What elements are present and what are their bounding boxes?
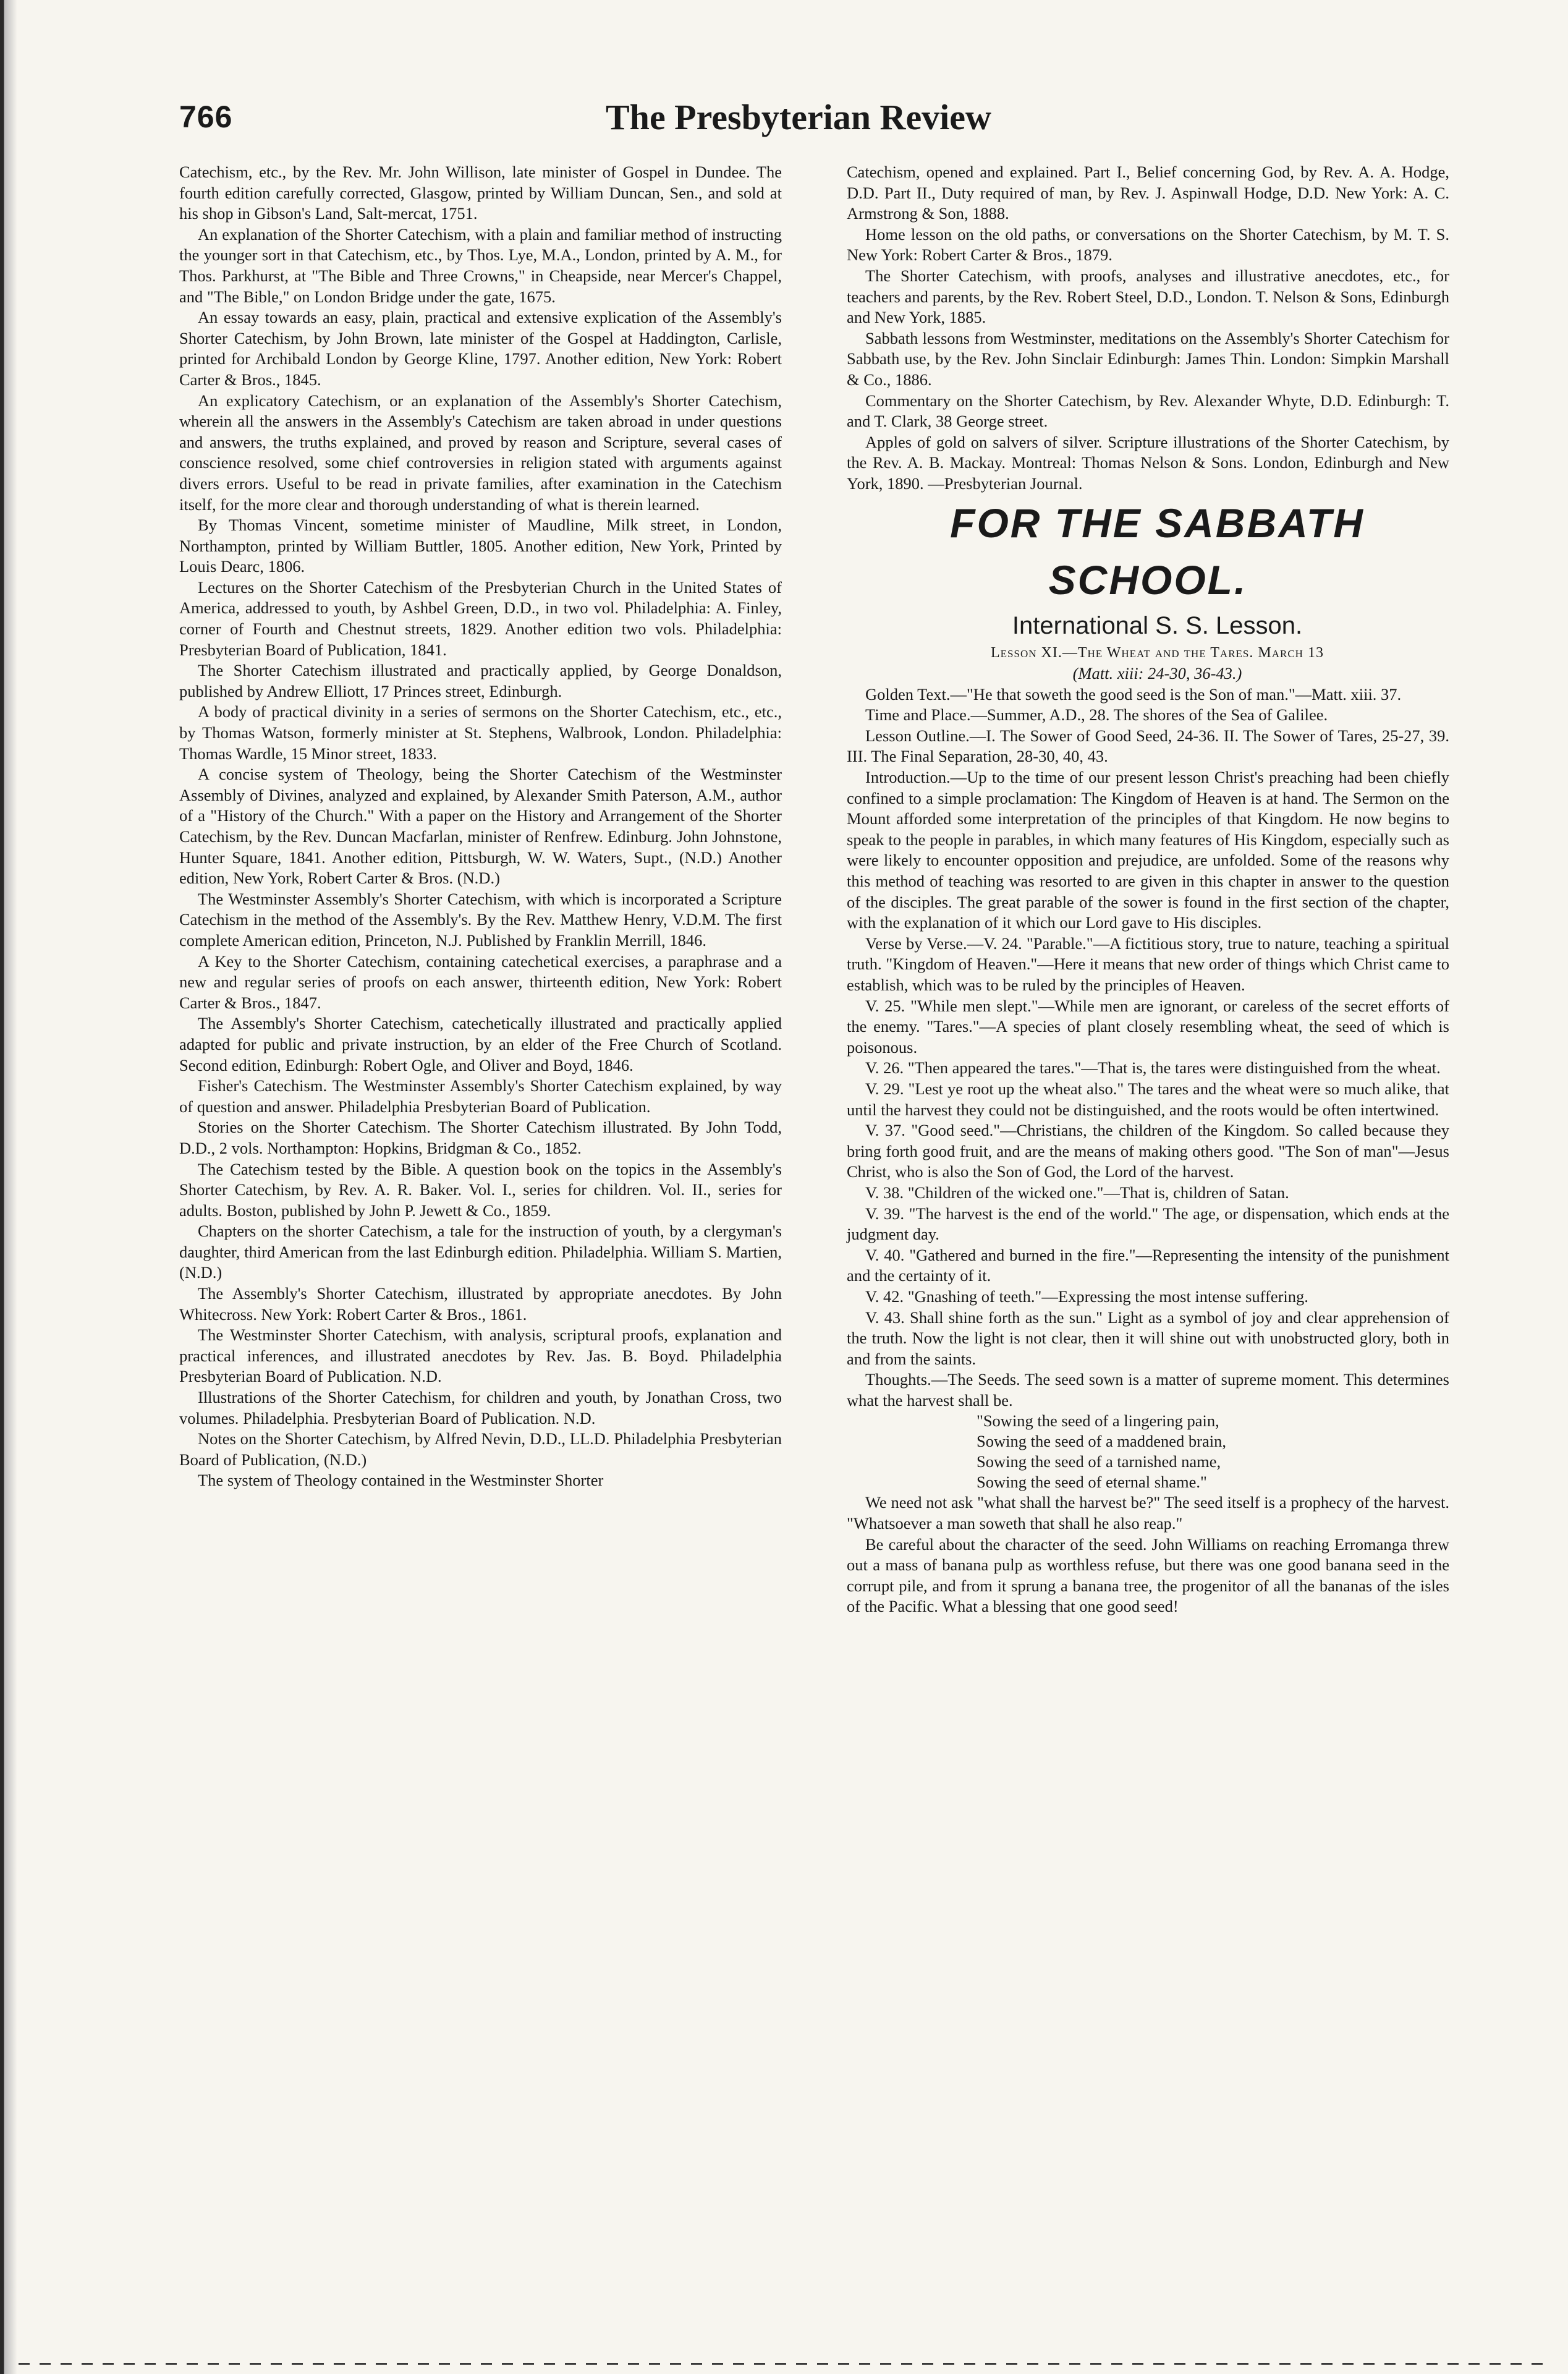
- poem-line: Sowing the seed of a maddened brain,: [977, 1432, 1227, 1451]
- paragraph: Catechism, etc., by the Rev. Mr. John Willison, late minister of Gospel in Dundee. The fourth edition carefully corrected, Glasgow, printed by William Duncan, Sen., and sold at his shop in Gibson's Land, Salt-mercat, 1751.: [179, 163, 782, 223]
- section-heading: FOR THE SABBATH SCHOOL.: [950, 500, 1365, 603]
- paragraph: V. 25. "While men slept."—While men are ignorant, or careless of the secret efforts of the enemy. "Tares."—A species of plant closely resembling wheat, the seed of which is poisonous.: [847, 996, 1449, 1057]
- paragraph: An explicatory Catechism, or an explanation of the Assembly's Shorter Catechism, wherein all the answers in the Assembly's Catechism are taken abroad in under questions and answers, the truths explained, and proved by reason and Scripture, several cases of conscience resolved, some chief controversies in religion stated with arguments against divers errors. Useful to be read in private families, after examination in the Catechism itself, for the more clear and thorough understanding of what is therein learned.: [179, 391, 782, 514]
- page-header: [179, 99, 1434, 148]
- paragraph: A concise system of Theology, being the Shorter Catechism of the Westminster Assembly of Divines, analyzed and explained, by Alexander Smith Paterson, A.M., author of a "History of the Church." With a paper on the History and Arrangement of the Shorter Catechism, by the Rev. Duncan Macfarlan, minister of Renfrew. Edinburg. John Johnstone, Hunter Square, 1841. Another edition, Pittsburgh, W. W. Waters, Supt., (N.D.) Another edition, New York, Robert Carter & Bros. (N.D.): [179, 765, 782, 888]
- scan-binding-edge: [0, 0, 17, 2374]
- paragraph: V. 37. "Good seed."—Christians, the children of the Kingdom. So called because they bring forth good fruit, and are the means of making others good. "The Son of man"—Jesus Christ, who is also the Son of God, the Lord of the harvest.: [847, 1121, 1449, 1181]
- paragraph: Be careful about the character of the seed. John Williams on reaching Erromanga threw out a mass of banana pulp as worthless refuse, but there was one good banana seed in the corrupt pile, and from it sprung a banana tree, the progenitor of all the bananas of the isles of the Pacific. What a blessing that one good seed!: [847, 1534, 1449, 1616]
- poem-quote: [977, 1411, 1449, 1492]
- right-column-intro: [847, 162, 1449, 495]
- paragraph: Illustrations of the Shorter Catechism, for children and youth, by Jonathan Cross, two volumes. Philadelphia. Presbyterian Board of Publication. N.D.: [179, 1388, 782, 1427]
- paragraph: Apples of gold on salvers of silver. Scripture illustrations of the Shorter Catechism, by the Rev. A. B. Mackay. Montreal: Thomas Nelson & Sons. London, Edinburgh and New York, 1890. —Presbyterian Journal.: [847, 432, 1449, 493]
- paragraph: The system of Theology contained in the Westminster Shorter: [198, 1471, 604, 1490]
- paragraph: Sabbath lessons from Westminster, meditations on the Assembly's Shorter Catechism for Sabbath use, by the Rev. John Sinclair Edinburgh: James Thin. London: Simpkin Marshall & Co., 1886.: [847, 328, 1449, 389]
- lesson-body: [847, 684, 1449, 1411]
- paragraph: Time and Place.—Summer, A.D., 28. The shores of the Sea of Galilee.: [865, 705, 1328, 725]
- paragraph: V. 43. Shall shine forth as the sun." Light as a symbol of joy and clear apprehension of the truth. Now the light is not clear, then it will shine out with unobstructed glory, both in and from the saints.: [847, 1308, 1449, 1368]
- scripture-reference: (Matt. xiii: 24-30, 36-43.): [1072, 664, 1242, 683]
- running-title: The Presbyterian Review: [606, 97, 991, 137]
- paragraph: Lesson Outline.—I. The Sower of Good Seed, 24-36. II. The Sower of Tares, 25-27, 39. III. The Final Separation, 28-30, 40, 43.: [847, 726, 1449, 766]
- paragraph: A body of practical divinity in a series of sermons on the Shorter Catechism, etc., etc., by Thomas Watson, formerly minister at St. Stephens, Walbrook, London. Philadelphia: Thomas Wardle, 15 Minor street, 1833.: [179, 702, 782, 763]
- paragraph: The Assembly's Shorter Catechism, illustrated by appropriate anecdotes. By John Whitecross. New York: Robert Carter & Bros., 1861.: [179, 1284, 782, 1324]
- paragraph: Stories on the Shorter Catechism. The Shorter Catechism illustrated. By John Todd, D.D., 2 vols. Northampton: Hopkins, Bridgman & Co., 1852.: [179, 1118, 782, 1157]
- lesson-subheading: International S. S. Lesson.: [1012, 611, 1303, 639]
- paragraph: An essay towards an easy, plain, practical and extensive explication of the Assembly's Shorter Catechism, by John Brown, late minister of the Gospel at Haddington, Carlisle, printed for Archibald London by George Kline, 1797. Another edition, New York: Robert Carter & Bros., 1845.: [179, 308, 782, 389]
- scan-bottom-edge: [19, 2363, 1551, 2365]
- paragraph: Verse by Verse.—V. 24. "Parable."—A fictitious story, true to nature, teaching a spiritual truth. "Kingdom of Heaven."—Here it means that new order of things which Christ came to establish, which was to be ruled by the principles of Heaven.: [847, 934, 1449, 994]
- lesson-closing: [847, 1492, 1449, 1617]
- paragraph: Thoughts.—The Seeds. The seed sown is a matter of supreme moment. This determines what the harvest shall be.: [847, 1370, 1449, 1410]
- paragraph: The Shorter Catechism, with proofs, analyses and illustrative anecdotes, etc., for teachers and parents, by the Rev. Robert Steel, D.D., London. T. Nelson & Sons, Edinburgh and New York, 1885.: [847, 266, 1449, 327]
- page-number: 766: [179, 100, 233, 134]
- paragraph: V. 40. "Gathered and burned in the fire."—Representing the intensity of the punishment and the certainty of it.: [847, 1245, 1449, 1285]
- paragraph: We need not ask "what shall the harvest be?" The seed itself is a prophecy of the harvest. "Whatsoever a man soweth that shall he also reap.": [847, 1493, 1449, 1533]
- paragraph: Golden Text.—"He that soweth the good seed is the Son of man."—Matt. xiii. 37.: [865, 684, 1402, 704]
- poem-line: Sowing the seed of a tarnished name,: [977, 1452, 1221, 1471]
- paragraph: V. 26. "Then appeared the tares."—That is, the tares were distinguished from the wheat.: [865, 1058, 1441, 1078]
- paragraph: Catechism, opened and explained. Part I., Belief concerning God, by Rev. A. A. Hodge, D.D. Part II., Duty required of man, by Rev. J. Aspinwall Hodge, D.D. New York: A. C. Armstrong & Son, 1888.: [847, 163, 1449, 223]
- paragraph: The Shorter Catechism illustrated and practically applied, by George Donaldson, published by Andrew Elliott, 17 Princes street, Edinburgh.: [179, 661, 782, 700]
- left-column: [179, 162, 782, 1491]
- right-column: [847, 162, 1449, 1617]
- paragraph: The Westminster Assembly's Shorter Catechism, with which is incorporated a Scripture Catechism in the method of the Assembly's. By the Rev. Matthew Henry, V.D.M. The first complete American edition, Princeton, N.J. Published by Franklin Merrill, 1846.: [179, 889, 782, 950]
- paragraph: Introduction.—Up to the time of our present lesson Christ's preaching had been chiefly confined to a simple proclamation: The Kingdom of Heaven is at hand. The Sermon on the Mount afforded some interpretation of the principles of that Kingdom. He now begins to speak to the people in parables, in which many features of His Kingdom, especially such as were likely to encounter opposition and prejudice, are unfolded. Some of the reasons why this method of teaching was resorted to are given in this chapter in answer to the question of the disciples. The great parable of the sower is found in the first section of the chapter, with the explanation of it which our Lord gave to His disciples.: [847, 768, 1449, 932]
- paragraph: The Westminster Shorter Catechism, with analysis, scriptural proofs, explanation and practical inferences, and illustrated anecdotes by Rev. Jas. B. Boyd. Philadelphia Presbyterian Board of Publication. N.D.: [179, 1325, 782, 1386]
- paragraph: Notes on the Shorter Catechism, by Alfred Nevin, D.D., LL.D. Philadelphia Presbyterian Board of Publication, (N.D.): [179, 1429, 782, 1469]
- poem-line: "Sowing the seed of a lingering pain,: [977, 1411, 1219, 1431]
- paragraph: A Key to the Shorter Catechism, containing catechetical exercises, a paraphrase and a new and regular series of proofs on each answer, thirteenth edition, New York: Robert Carter & Bros., 1847.: [179, 951, 782, 1012]
- paragraph: Lectures on the Shorter Catechism of the Presbyterian Church in the United States of America, addressed to youth, by Ashbel Green, D.D., in two vol. Philadelphia: A. Finley, corner of Fourth and Chestnut streets, 1829. Another edition two vols. Philadelphia: Presbyterian Board of Publication, 1841.: [179, 577, 782, 659]
- poem-line: Sowing the seed of eternal shame.": [977, 1473, 1207, 1492]
- paragraph: Chapters on the shorter Catechism, a tale for the instruction of youth, by a clergyman's daughter, third American from the last Edinburgh edition. Philadelphia. William S. Martien, (N.D.): [179, 1222, 782, 1282]
- paragraph: Commentary on the Shorter Catechism, by Rev. Alexander Whyte, D.D. Edinburgh: T. and T. Clark, 38 George street.: [847, 391, 1449, 431]
- paragraph: V. 29. "Lest ye root up the wheat also." The tares and the wheat were so much alike, that until the harvest they could not be distinguished, and the roots would be often intertwined.: [847, 1079, 1449, 1119]
- paragraph: By Thomas Vincent, sometime minister of Maudline, Milk street, in London, Northampton, printed by William Buttler, 1805. Another edition, New York, Printed by Louis Dearc, 1806.: [179, 516, 782, 576]
- paragraph: V. 38. "Children of the wicked one."—That is, children of Satan.: [865, 1183, 1289, 1202]
- paragraph: An explanation of the Shorter Catechism, with a plain and familiar method of instructing the younger sort in that Catechism, etc., by Thos. Lye, M.A., London, printed by A. M., for Thos. Parkhurst, at "The Bible and Three Crowns," in Cheapside, near Mercer's Chappel, and "The Bible," on London Bridge under the gate, 1675.: [179, 224, 782, 306]
- paragraph: Home lesson on the old paths, or conversations on the Shorter Catechism, by M. T. S. New York: Robert Carter & Bros., 1879.: [847, 224, 1449, 265]
- paragraph: V. 39. "The harvest is the end of the world." The age, or dispensation, which ends at the judgment day.: [847, 1204, 1449, 1244]
- paragraph: Fisher's Catechism. The Westminster Assembly's Shorter Catechism explained, by way of question and answer. Philadelphia Presbyterian Board of Publication.: [179, 1076, 782, 1116]
- paragraph: The Assembly's Shorter Catechism, catechetically illustrated and practically applied adapted for public and private instruction, by an elder of the Free Church of Scotland. Second edition, Edinburgh: Robert Ogle, and Oliver and Boyd, 1846.: [179, 1014, 782, 1074]
- paragraph: V. 42. "Gnashing of teeth."—Expressing the most intense suffering.: [865, 1287, 1308, 1306]
- paragraph: The Catechism tested by the Bible. A question book on the topics in the Assembly's Shorter Catechism, by Rev. A. R. Baker. Vol. I., series for children. Vol. II., series for adults. Boston, published by John P. Jewett & Co., 1859.: [179, 1159, 782, 1220]
- left-column-paragraphs: [179, 162, 782, 1491]
- lesson-line: Lesson XI.—The Wheat and the Tares. March 13: [991, 644, 1324, 661]
